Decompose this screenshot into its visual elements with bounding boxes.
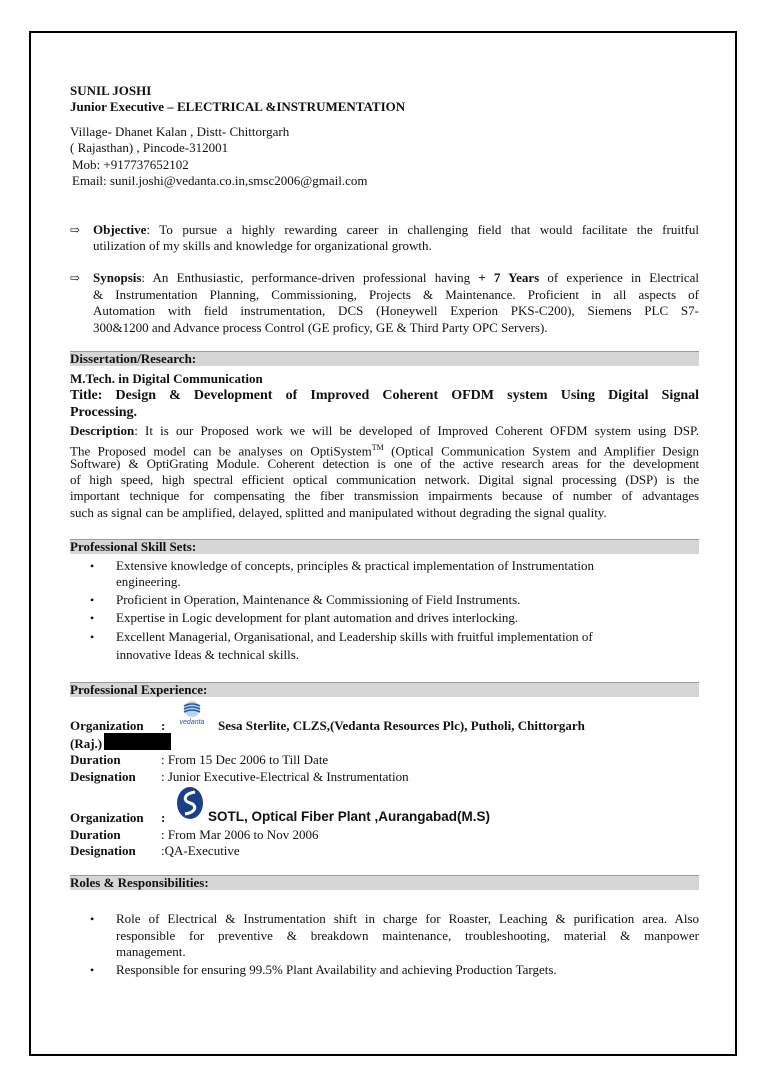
skill-item-1-cont: engineering.: [116, 574, 181, 589]
description-label: Description: [70, 423, 135, 438]
skill-item-3: Expertise in Logic development for plant automation and drives interlocking.: [116, 610, 519, 625]
designation-label-1: Designation: [70, 769, 136, 784]
objective-text: To pursue a highly rewarding career in challenging field that would facilitate the fruitful: [159, 222, 699, 237]
synopsis-text: An Enthusiastic, performance-driven professional having: [152, 270, 471, 285]
bullet-icon: •: [90, 912, 95, 926]
arrow-icon: ⇨: [70, 223, 81, 237]
role-item-2: Responsible for ensuring 99.5% Plant Availability and achieving Production Targets.: [116, 962, 557, 977]
duration-1: : From 15 Dec 2006 to Till Date: [161, 752, 329, 767]
role-item-1: Role of Electrical & Instrumentation shift in charge for Roaster, Leaching & purification area. Also: [116, 911, 699, 926]
bullet-icon: •: [90, 630, 95, 644]
section-header-dissertation: Dissertation/Research:: [70, 351, 699, 366]
description-text: The Proposed model can be analyses on OptiSystem: [70, 443, 372, 459]
synopsis-line-3: Automation with field instrumentation, DCS (Honeywell Experion PKS-C200), Siemens PLC S7-: [93, 303, 699, 318]
section-header-experience: Professional Experience:: [70, 682, 699, 697]
mobile-number: Mob: +917737652102: [72, 157, 189, 172]
vedanta-logo-text: vedanta: [179, 719, 205, 726]
section-header-skills: Professional Skill Sets:: [70, 539, 699, 554]
vedanta-logo: [172, 700, 212, 726]
bullet-icon: •: [90, 559, 95, 573]
skill-item-4: Excellent Managerial, Organisational, and Leadership skills with fruitful implementation of: [116, 629, 593, 644]
bullet-icon: •: [90, 611, 95, 625]
description-line-5: important technique for compensating the fiber transmission impairments because of number of advantages: [70, 488, 699, 503]
section-header-roles: Roles & Responsibilities:: [70, 875, 699, 890]
description-line-3: Software) & OptiGrating Module. Coherent detection is one of the active research areas for the development: [70, 456, 699, 471]
synopsis-line-2: & Instrumentation Planning, Commissioning, Projects & Maintenance. Proficient in all aspects of: [93, 287, 699, 302]
duration-label-1: Duration: [70, 752, 121, 767]
org-name-1: Sesa Sterlite, CLZS,(Vedanta Resources Plc), Putholi, Chittorgarh: [218, 718, 585, 733]
dissertation-title-line-2: Processing.: [70, 405, 138, 420]
role-item-1-cont: responsible for preventive & breakdown maintenance, troubleshooting, material & manpower: [116, 928, 699, 943]
arrow-icon: ⇨: [70, 271, 81, 285]
objective-line-1: Objective: To pursue a highly rewarding career in challenging field that would facilitate the fruitful: [93, 222, 699, 237]
skill-item-4-cont: innovative Ideas & technical skills.: [116, 647, 300, 662]
description-text: (Optical Communication System and Amplifier Design: [391, 443, 700, 459]
designation-1: : Junior Executive-Electrical & Instrumentation: [161, 769, 409, 784]
description-line-1: Description: It is our Proposed work we will be developed of Improved Coherent OFDM system using DSP.: [70, 423, 699, 438]
duration-2: : From Mar 2006 to Nov 2006: [161, 827, 319, 842]
org-name-2: SOTL, Optical Fiber Plant ,Aurangabad(M.S): [208, 809, 491, 824]
synopsis-line-4: 300&1200 and Advance process Control (GE proficy, GE & Third Party OPC Servers).: [93, 320, 548, 335]
bullet-icon: •: [90, 963, 95, 977]
redaction-box: [104, 733, 171, 750]
org-label-2: Organization: [70, 810, 144, 825]
bullet-icon: •: [90, 593, 95, 607]
objective-label: Objective: [93, 222, 147, 237]
duration-label-2: Duration: [70, 827, 121, 842]
designation-2: :QA-Executive: [161, 843, 240, 858]
synopsis-text: of experience in Electrical: [547, 270, 700, 285]
org-label-1: Organization: [70, 718, 144, 733]
description-line-6: such as signal can be amplified, delayed, splitted and manipulated without degrading the signal quality.: [70, 505, 607, 520]
job-title: Junior Executive – ELECTRICAL &INSTRUMENTATION: [70, 99, 406, 114]
org-colon-1: :: [161, 718, 166, 733]
synopsis-line-1: Synopsis: An Enthusiastic, performance-driven professional having + 7 Years of experience in Electrical: [93, 270, 700, 285]
address-line-1: Village- Dhanet Kalan , Distt- Chittorgarh: [70, 124, 290, 139]
experience-years: + 7 Years: [478, 270, 540, 285]
description-line-4: of high speed, high spectral efficient optical communication network. Digital signal processing (DSP) is the: [70, 472, 699, 487]
email-address: Email: sunil.joshi@vedanta.co.in,smsc2006@gmail.com: [72, 173, 368, 188]
sotl-logo: [175, 786, 205, 820]
dissertation-title-line-1: Title: Design & Development of Improved Coherent OFDM system Using Digital Signal: [70, 388, 699, 403]
designation-label-2: Designation: [70, 843, 136, 858]
description-text: It is our Proposed work we will be developed of Improved Coherent OFDM system using DSP.: [145, 423, 699, 438]
address-line-2: ( Rajasthan) , Pincode-312001: [70, 140, 229, 155]
objective-line-2: utilization of my skills and knowledge for organizational growth.: [93, 238, 432, 253]
skill-item-1: Extensive knowledge of concepts, principles & practical implementation of Instrumentation: [116, 558, 594, 573]
org-colon-2: :: [161, 810, 166, 825]
role-item-1-end: management.: [116, 944, 186, 959]
trademark-mark: TM: [371, 443, 384, 452]
degree: M.Tech. in Digital Communication: [70, 371, 263, 386]
skill-item-2: Proficient in Operation, Maintenance & Commissioning of Field Instruments.: [116, 592, 521, 607]
candidate-name: SUNIL JOSHI: [70, 83, 152, 98]
org-name-1-cont: (Raj.): [70, 736, 103, 751]
synopsis-label: Synopsis: [93, 270, 142, 285]
